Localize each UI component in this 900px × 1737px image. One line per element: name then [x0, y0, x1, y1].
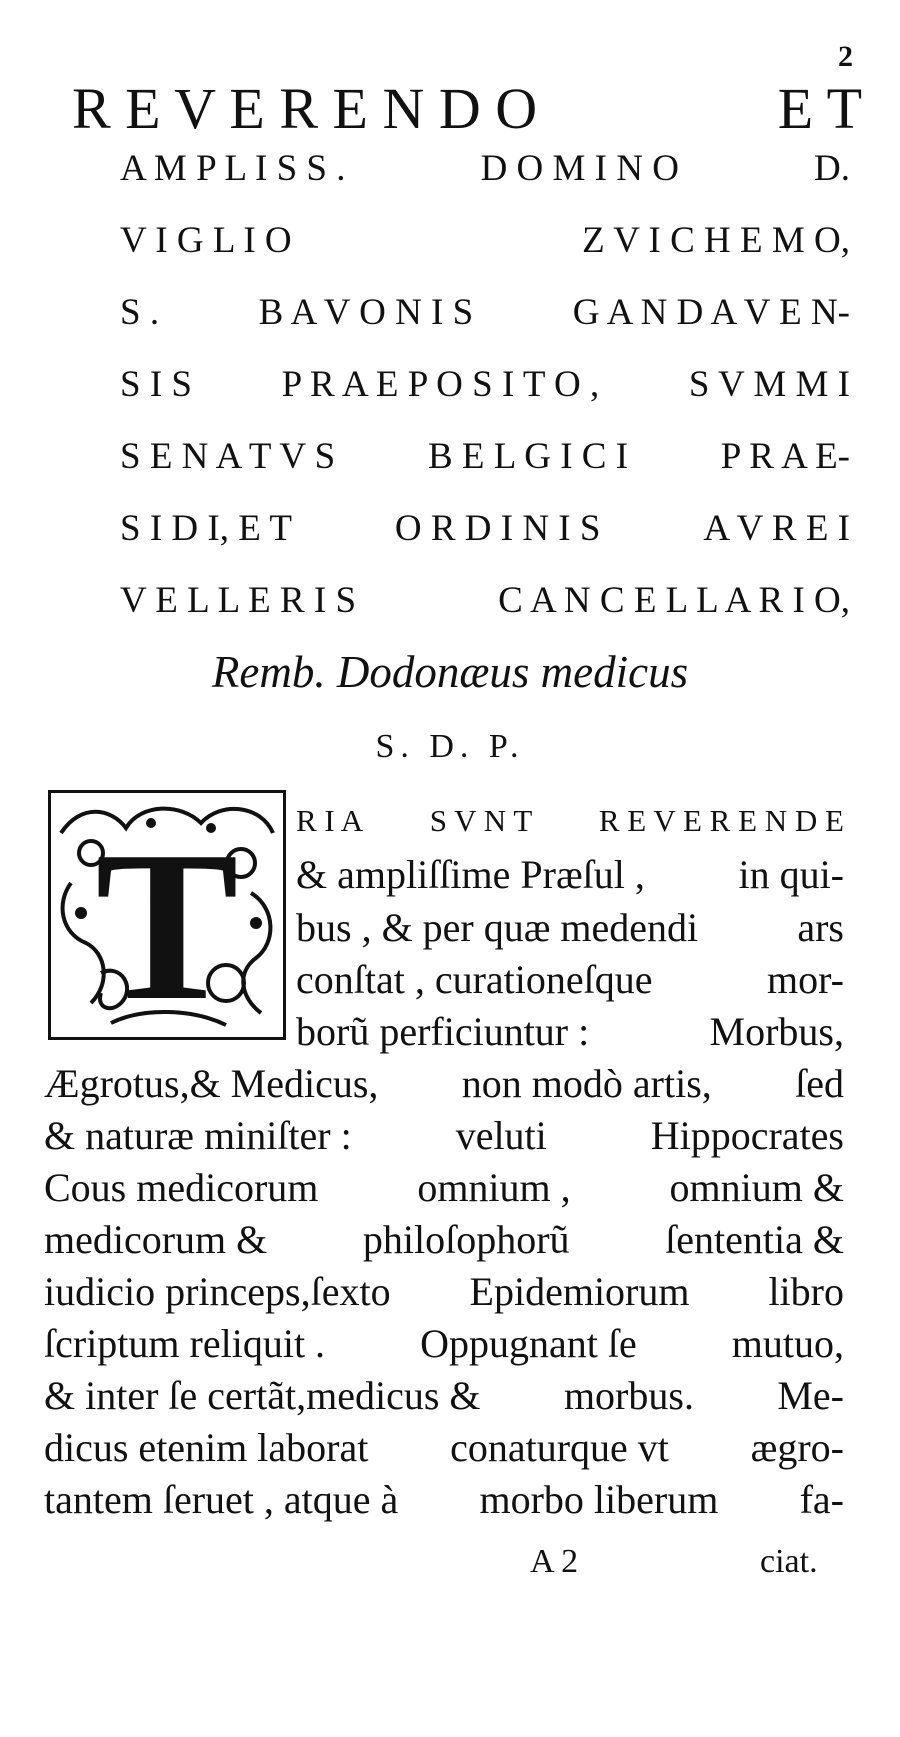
body-segment: ſcriptum reliquit .: [44, 1321, 326, 1366]
body-segment: ars: [797, 905, 844, 950]
body-segment: Cous medicorum: [44, 1165, 319, 1210]
body-segment: medicorum &: [44, 1217, 268, 1262]
dedication-word: R E V E R E N D O: [72, 76, 538, 141]
dedication-line: [120, 582, 850, 619]
body-segment: dicus etenim laborat: [44, 1425, 369, 1470]
body-line: [44, 1061, 844, 1106]
body-segment: ægro-: [750, 1425, 844, 1470]
dedication-word: A M P L I S S .: [120, 148, 346, 189]
dedication-word: V E L L E R I S: [120, 580, 357, 621]
dedication-line: [120, 366, 850, 403]
body-segment: mutuo,: [731, 1321, 844, 1366]
dedication-word: C A N C E L L A R I O,: [498, 580, 850, 621]
dedication-word: S E N A T V S: [120, 436, 336, 477]
body-segment: S V N T: [429, 803, 533, 838]
body-line: [296, 852, 844, 897]
body-segment: R I A: [296, 803, 364, 838]
dedication-word: A V R E I: [703, 508, 850, 549]
catchword: ciat.: [760, 1543, 818, 1580]
body-segment: & inter ſe certãt,medicus &: [44, 1373, 481, 1418]
signature-mark: A 2: [530, 1543, 579, 1580]
dedication-word: G A N D A V E N-: [572, 292, 850, 333]
dedication-line: [120, 222, 850, 259]
body-line: [44, 1217, 844, 1262]
salutation-formula: S. D. P.: [375, 728, 525, 765]
body-segment: Morbus,: [709, 1009, 844, 1054]
body-segment: omnium ,: [417, 1165, 571, 1210]
body-line: [296, 957, 844, 1002]
dedication-word: S V M M I: [688, 364, 850, 405]
body-line: [44, 1425, 844, 1470]
dedication-line: [120, 294, 850, 331]
dedication-word: S I S: [120, 364, 192, 405]
dedication-line: [120, 510, 850, 547]
dedication-word: P R A E P O S I T O ,: [281, 364, 600, 405]
body-segment: omnium &: [669, 1165, 844, 1210]
dedication-word: P R A E-: [720, 436, 850, 477]
body-segment: tantem ſeruet , atque à: [44, 1477, 399, 1522]
initial-letter: T: [95, 806, 239, 1037]
dedication-word: D O M I N O: [480, 148, 679, 189]
initial-ornament-icon: [51, 793, 283, 1037]
body-line: [44, 1477, 844, 1522]
dedication-line: [120, 150, 850, 187]
page-number: 2: [838, 40, 853, 73]
body-segment: veluti: [455, 1113, 547, 1158]
dedication-word: B A V O N I S: [258, 292, 474, 333]
body-segment: & ampliſſime Præſul ,: [296, 852, 645, 897]
body-segment: conſtat , curationeſque: [296, 957, 653, 1002]
body-segment: ſed: [795, 1061, 844, 1106]
dedication-line: [72, 76, 862, 141]
body-line: [44, 1373, 844, 1418]
dedication-word: S .: [120, 292, 160, 333]
body-segment: non modò artis,: [461, 1061, 712, 1106]
body-line: [44, 1269, 844, 1314]
body-segment: morbus.: [563, 1373, 694, 1418]
decorated-initial: [48, 790, 286, 1040]
body-line: [44, 1113, 844, 1158]
body-segment: philoſophorũ: [362, 1217, 570, 1262]
body-segment: mor-: [767, 957, 844, 1002]
dedication-word: D.: [814, 148, 850, 189]
body-line: [296, 905, 844, 950]
body-segment: & naturæ miniſter :: [44, 1113, 352, 1158]
body-segment: morbo liberum: [479, 1477, 719, 1522]
body-segment: conaturque vt: [450, 1425, 669, 1470]
dedication-line: [120, 438, 850, 475]
body-segment: Oppugnant ſe: [420, 1321, 637, 1366]
body-segment: in qui-: [738, 852, 844, 897]
body-segment: borũ perficiuntur :: [296, 1009, 590, 1054]
dedication-word: E T: [777, 76, 862, 141]
dedication-word: Z V I C H E M O,: [582, 220, 850, 261]
body-line: [44, 1165, 844, 1210]
body-segment: bus , & per quæ medendi: [296, 905, 699, 950]
dedication-word: V I G L I O: [120, 220, 292, 261]
body-line: [296, 1009, 844, 1054]
dedication-word: O R D I N I S: [394, 508, 601, 549]
body-segment: Epidemiorum: [469, 1269, 690, 1314]
body-segment: libro: [768, 1269, 844, 1314]
body-segment: fa-: [799, 1477, 844, 1522]
body-segment: R E V E R E N D E: [598, 803, 844, 838]
dedication-word: S I D I, E T: [120, 508, 292, 549]
body-line: [296, 805, 844, 836]
body-segment: iudicio princeps,ſexto: [44, 1269, 391, 1314]
salutation-author: Remb. Dodonæus medicus: [211, 647, 689, 697]
body-line: [44, 1321, 844, 1366]
body-segment: Ægrotus,& Medicus,: [44, 1061, 379, 1106]
body-segment: ſententia &: [665, 1217, 844, 1262]
dedication-word: B E L G I C I: [428, 436, 629, 477]
body-segment: Me-: [777, 1373, 844, 1418]
body-segment: Hippocrates: [650, 1113, 844, 1158]
